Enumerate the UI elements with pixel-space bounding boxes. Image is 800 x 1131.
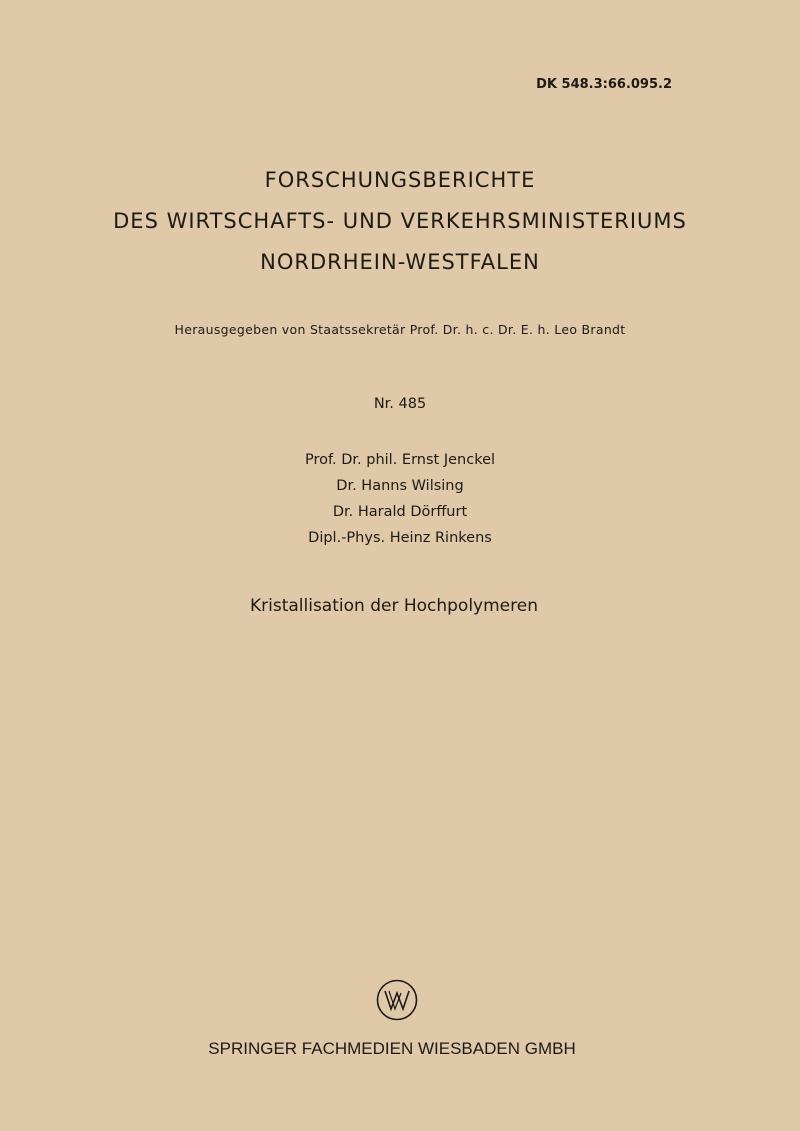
author: Dipl.-Phys. Heinz Rinkens (308, 530, 492, 546)
series-title-line: NORDRHEIN-WESTFALEN (260, 250, 540, 274)
author: Dr. Harald Dörffurt (332, 504, 468, 520)
classification-code: DK 548.3:66.095.2 (536, 77, 672, 92)
publisher-name: SPRINGER FACHMEDIEN WIESBADEN GMBH (208, 1039, 576, 1058)
series-title-line: DES WIRTSCHAFTS- UND VERKEHRSMINISTERIUMS (113, 209, 687, 233)
series-title (0, 160, 800, 283)
series-title-line: FORSCHUNGSBERICHTE (264, 168, 536, 192)
author: Prof. Dr. phil. Ernst Jenckel (304, 452, 496, 468)
publisher-logo-icon (376, 979, 418, 1021)
series-number: Nr. 485 (373, 396, 427, 412)
editor-line: Herausgegeben von Staatssekretär Prof. Dr. h. c. Dr. E. h. Leo Brandt (174, 322, 626, 337)
author: Dr. Hanns Wilsing (336, 478, 464, 494)
book-title: Kristallisation der Hochpolymeren (249, 596, 538, 616)
author-list (0, 447, 800, 551)
